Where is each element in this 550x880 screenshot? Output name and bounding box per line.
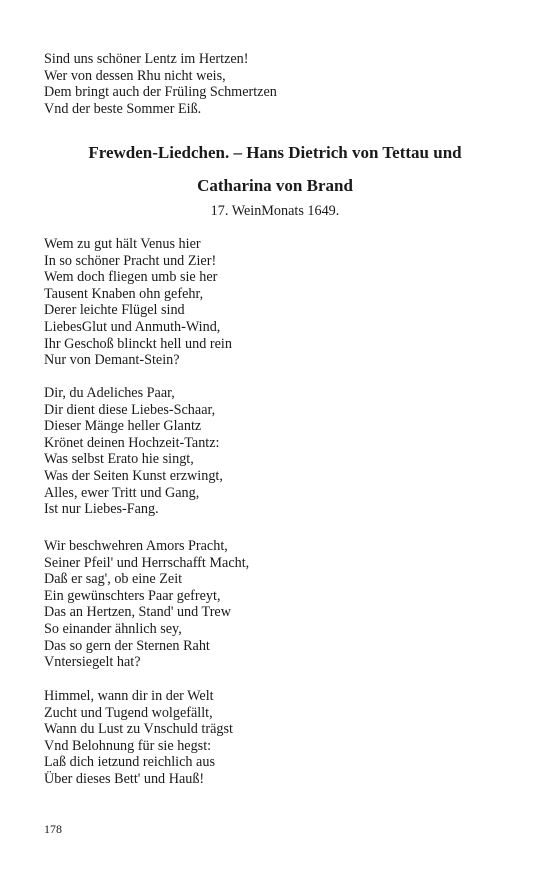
verse-line: In so schöner Pracht und Zier! xyxy=(44,252,217,269)
verse-line: Wir beschwehren Amors Pracht, xyxy=(44,538,228,554)
verse-line: Wem doch fliegen umb sie her xyxy=(44,269,218,286)
verse-line: Ist nur Liebes-Fang. xyxy=(44,501,159,518)
verse-line: Dir dient diese Liebes-Schaar, xyxy=(44,401,216,418)
verse-line: Was der Seiten Kunst erzwingt, xyxy=(44,467,223,484)
stanza-1 xyxy=(44,236,514,369)
intro-stanza xyxy=(44,51,514,117)
verse-line: Sind uns schöner Lentz im Hertzen! xyxy=(44,51,249,67)
verse-line: Laß dich ietzund reichlich aus xyxy=(44,754,215,771)
poem-date: 17. WeinMonats 1649. xyxy=(210,203,340,219)
verse-line: Nur von Demant-Stein? xyxy=(44,352,180,369)
verse-line: Was selbst Erato hie singt, xyxy=(44,451,194,468)
verse-line: Vnd Belohnung für sie hegst: xyxy=(44,737,212,754)
stanza-3 xyxy=(44,538,514,671)
verse-line: Tausent Knaben ohn gefehr, xyxy=(44,285,204,302)
verse-line: Krönet deinen Hochzeit-Tantz: xyxy=(44,434,220,451)
verse-line: Daß er sag', ob eine Zeit xyxy=(44,571,183,588)
verse-line: Zucht und Tugend wolgefällt, xyxy=(44,704,213,721)
verse-line: Alles, ewer Tritt und Gang, xyxy=(44,484,200,501)
verse-line: Wann du Lust zu Vnschuld trägst xyxy=(44,721,233,738)
verse-line: LiebesGlut und Anmuth-Wind, xyxy=(44,318,221,335)
verse-line: Ihr Geschoß blinckt hell und rein xyxy=(44,335,232,352)
verse-line: Ein gewünschters Paar gefreyt, xyxy=(44,587,221,604)
verse-line: Wer von dessen Rhu nicht weis, xyxy=(44,67,226,84)
verse-line: Dem bringt auch der Früling Schmertzen xyxy=(44,84,277,101)
verse-line: Seiner Pfeil' und Herrschafft Macht, xyxy=(44,554,250,571)
page-number: 178 xyxy=(44,822,62,836)
verse-line: Vntersiegelt hat? xyxy=(44,654,141,671)
verse-line: Himmel, wann dir in der Welt xyxy=(44,688,214,704)
verse-line: So einander ähnlich sey, xyxy=(44,620,182,637)
poem-title: Frewden-Liedchen. – Hans Dietrich von Tettau und xyxy=(88,143,462,162)
verse-line: Dieser Mänge heller Glantz xyxy=(44,418,202,435)
verse-line: Das so gern der Sternen Raht xyxy=(44,637,210,654)
verse-line: Das an Hertzen, Stand' und Trew xyxy=(44,604,231,621)
verse-line: Vnd der beste Sommer Eiß. xyxy=(44,100,202,117)
verse-line: Wem zu gut hält Venus hier xyxy=(44,236,201,252)
verse-line: Dir, du Adeliches Paar, xyxy=(44,385,175,401)
verse-line: Derer leichte Flügel sind xyxy=(44,302,185,319)
poem-title-continued: Catharina von Brand xyxy=(197,176,353,195)
verse-line: Über dieses Bett' und Hauß! xyxy=(44,770,205,787)
stanza-2 xyxy=(44,385,514,518)
stanza-4 xyxy=(44,688,514,788)
